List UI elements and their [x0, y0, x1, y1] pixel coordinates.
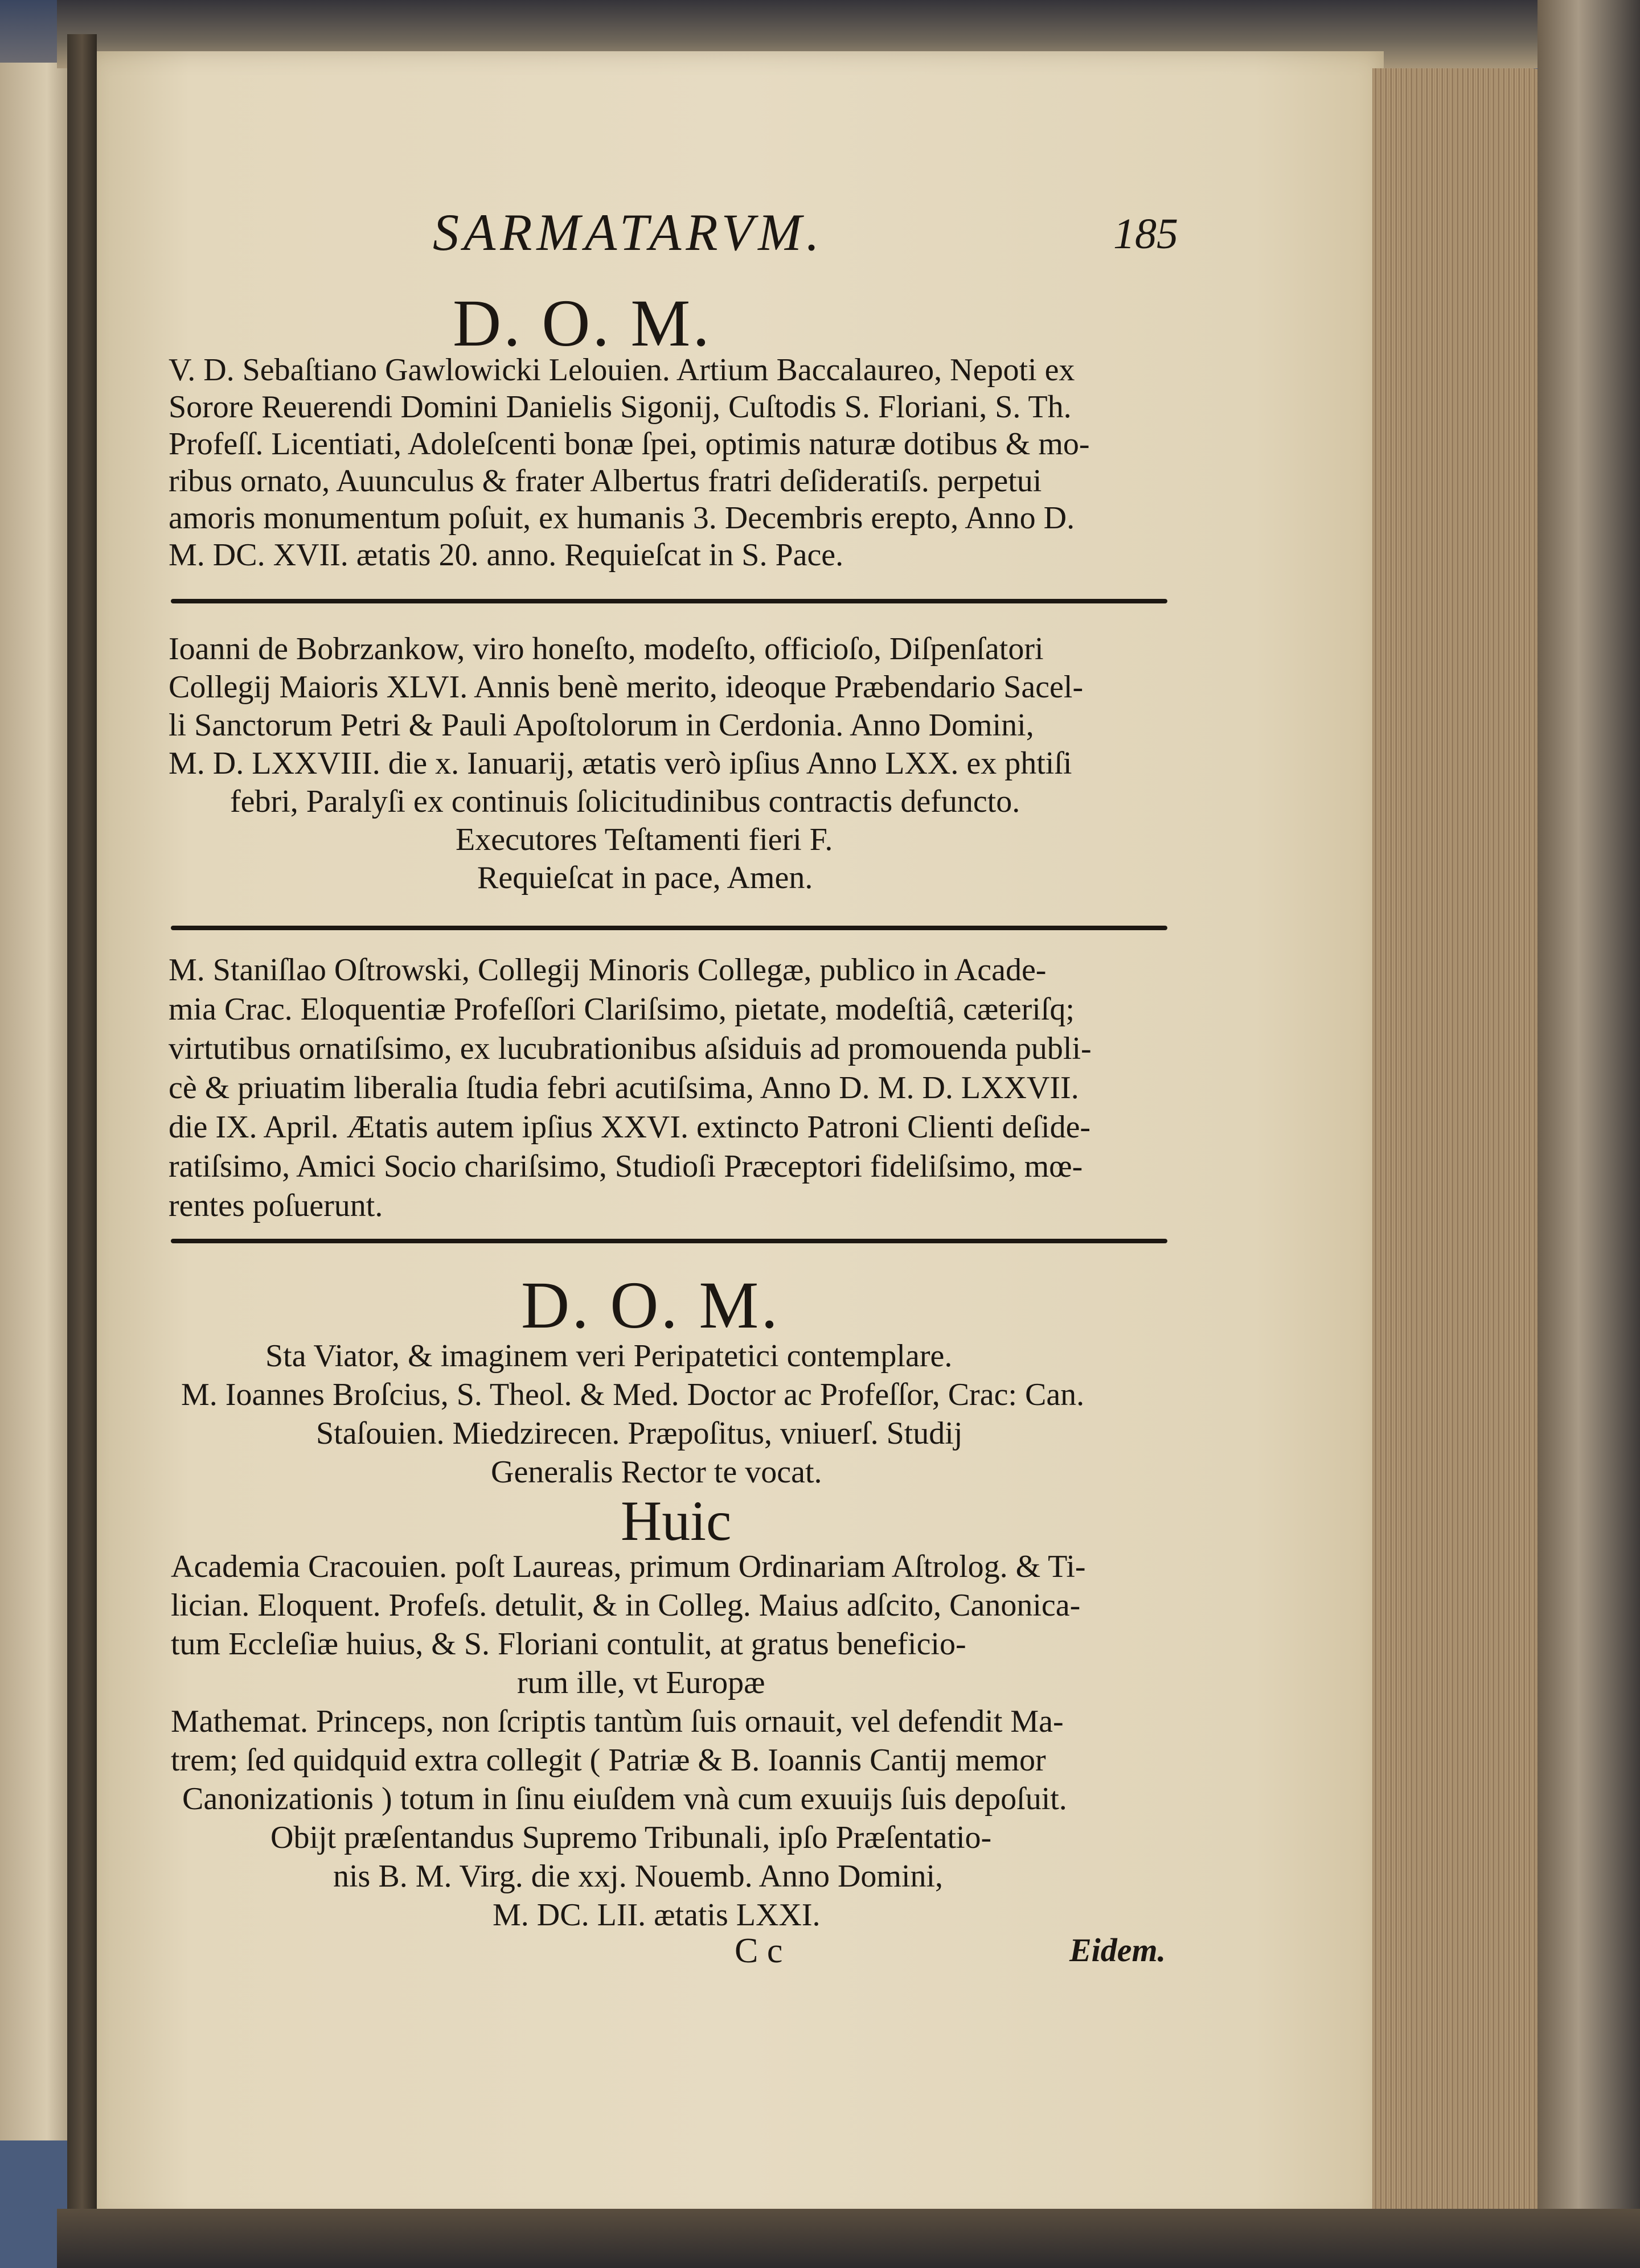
epitaph3-line: M. Staniſlao Oſtrowski, Collegij Minoris Collegæ, publico in Acade-	[169, 952, 1047, 988]
epitaph4-body-line: Academia Cracouien. poſt Laureas, primum Ordinariam Aſtrolog. & Ti-	[171, 1549, 1086, 1584]
epitaph2-line: M. D. LXXVIII. die x. Ianuarij, ætatis verò ipſius Anno LXX. ex phtiſi	[169, 746, 1072, 781]
epitaph4-intro-line: Sta Viator, & imaginem veri Peripatetici contemplare.	[265, 1338, 953, 1374]
catchword: Eidem.	[1069, 1932, 1166, 1969]
page-block-edge	[1372, 68, 1555, 2220]
epitaph2-line: Executores Teſtamenti fieri F.	[456, 822, 833, 857]
epitaph4-body-line: trem; ſed quidquid extra collegit ( Patriæ & B. Ioannis Cantij memor	[171, 1743, 1046, 1778]
huic-heading: Huic	[621, 1489, 732, 1552]
epitaph4-intro-line: Generalis Rector te vocat.	[491, 1455, 822, 1490]
epitaph4-body-line: M. DC. LII. ætatis LXXI.	[493, 1897, 821, 1933]
epitaph4-heading: D. O. M.	[521, 1268, 780, 1342]
epitaph1-line: Profeſſ. Licentiati, Adoleſcenti bonæ ſpei, optimis naturæ dotibus & mo-	[169, 426, 1090, 462]
epitaph4-body-line: nis B. M. Virg. die xxj. Nouemb. Anno Domini,	[333, 1859, 944, 1894]
binding-edge	[1538, 0, 1640, 2268]
book-bottom-edge	[57, 2209, 1640, 2268]
epitaph4-intro-line: Staſouien. Miedzirecen. Præpoſitus, vniuerſ. Studij	[316, 1416, 963, 1451]
epitaph4-body-line: Obijt præſentandus Supremo Tribunali, ipſo Præſentatio-	[270, 1820, 992, 1855]
epitaph2-line: Requieſcat in pace, Amen.	[477, 860, 813, 895]
epitaph1-line: M. DC. XVII. ætatis 20. anno. Requieſcat in S. Pace.	[169, 537, 844, 573]
epitaph2-line: febri, Paralyſi ex continuis ſolicitudinibus contractis defuncto.	[230, 784, 1020, 819]
epitaph3-line: cè & priuatim liberalia ſtudia febri acutiſsima, Anno D. M. D. LXXVII.	[169, 1070, 1079, 1106]
epitaph3-line: ratiſsimo, Amici Socio chariſsimo, Studioſi Præceptori fideliſsimo, mœ-	[169, 1149, 1083, 1184]
epitaph3-line: die IX. April. Ætatis autem ipſius XXVI. extincto Patroni Clienti deſide-	[169, 1110, 1091, 1145]
epitaph3-line: rentes poſuerunt.	[169, 1188, 383, 1223]
epitaph2-line: li Sanctorum Petri & Pauli Apoſtolorum in Cerdonia. Anno Domini,	[169, 708, 1034, 743]
page-number: 185	[1113, 210, 1178, 258]
epitaph4-body-line: tum Eccleſiæ huius, & S. Floriani contulit, at gratus beneficio-	[171, 1626, 966, 1662]
epitaph4-intro-line: M. Ioannes Broſcius, S. Theol. & Med. Doctor ac Profeſſor, Crac: Can.	[181, 1377, 1085, 1412]
running-title: SARMATARVM.	[433, 203, 824, 261]
epitaph3-line: virtutibus ornatiſsimo, ex lucubrationibus aſsiduis ad promouenda publi-	[169, 1031, 1092, 1066]
epitaph1-heading: D. O. M.	[453, 286, 712, 360]
epitaph3-line: mia Crac. Eloquentiæ Profeſſori Clariſsimo, pietate, modeſtiâ, cæteriſq;	[169, 992, 1075, 1027]
epitaph1-line: V. D. Sebaſtiano Gawlowicki Lelouien. Artium Baccalaureo, Nepoti ex	[169, 352, 1075, 388]
book-gutter	[67, 34, 97, 2220]
epitaph4-body-line: lician. Eloquent. Profeſs. detulit, & in Colleg. Maius adſcito, Canonica-	[171, 1588, 1081, 1623]
epitaph2-line: Collegij Maioris XLVI. Annis benè merito, ideoque Præbendario Sacel-	[169, 669, 1084, 705]
epitaph1-line: ribus ornato, Auunculus & frater Albertus fratri deſideratiſs. perpetui	[169, 463, 1042, 499]
epitaph2-line: Ioanni de Bobrzankow, viro honeſto, modeſto, officioſo, Diſpenſatori	[169, 631, 1044, 667]
divider-rule	[171, 926, 1167, 930]
divider-rule	[171, 1239, 1167, 1243]
epitaph4-body-line: Mathemat. Princeps, non ſcriptis tantùm ſuis ornauit, vel defendit Ma-	[171, 1704, 1064, 1739]
epitaph1-line: amoris monumentum poſuit, ex humanis 3. Decembris erepto, Anno D.	[169, 500, 1075, 536]
epitaph4-body-line: Canonizationis ) totum in ſinu eiuſdem vnà cum exuuijs ſuis depoſuit.	[182, 1781, 1067, 1817]
epitaph4-body-line: rum ille, vt Europæ	[517, 1665, 765, 1700]
epitaph1-line: Sorore Reuerendi Domini Danielis Sigonij, Cuſtodis S. Floriani, S. Th.	[169, 389, 1072, 425]
signature-mark: C c	[735, 1932, 783, 1970]
divider-rule	[171, 599, 1167, 603]
